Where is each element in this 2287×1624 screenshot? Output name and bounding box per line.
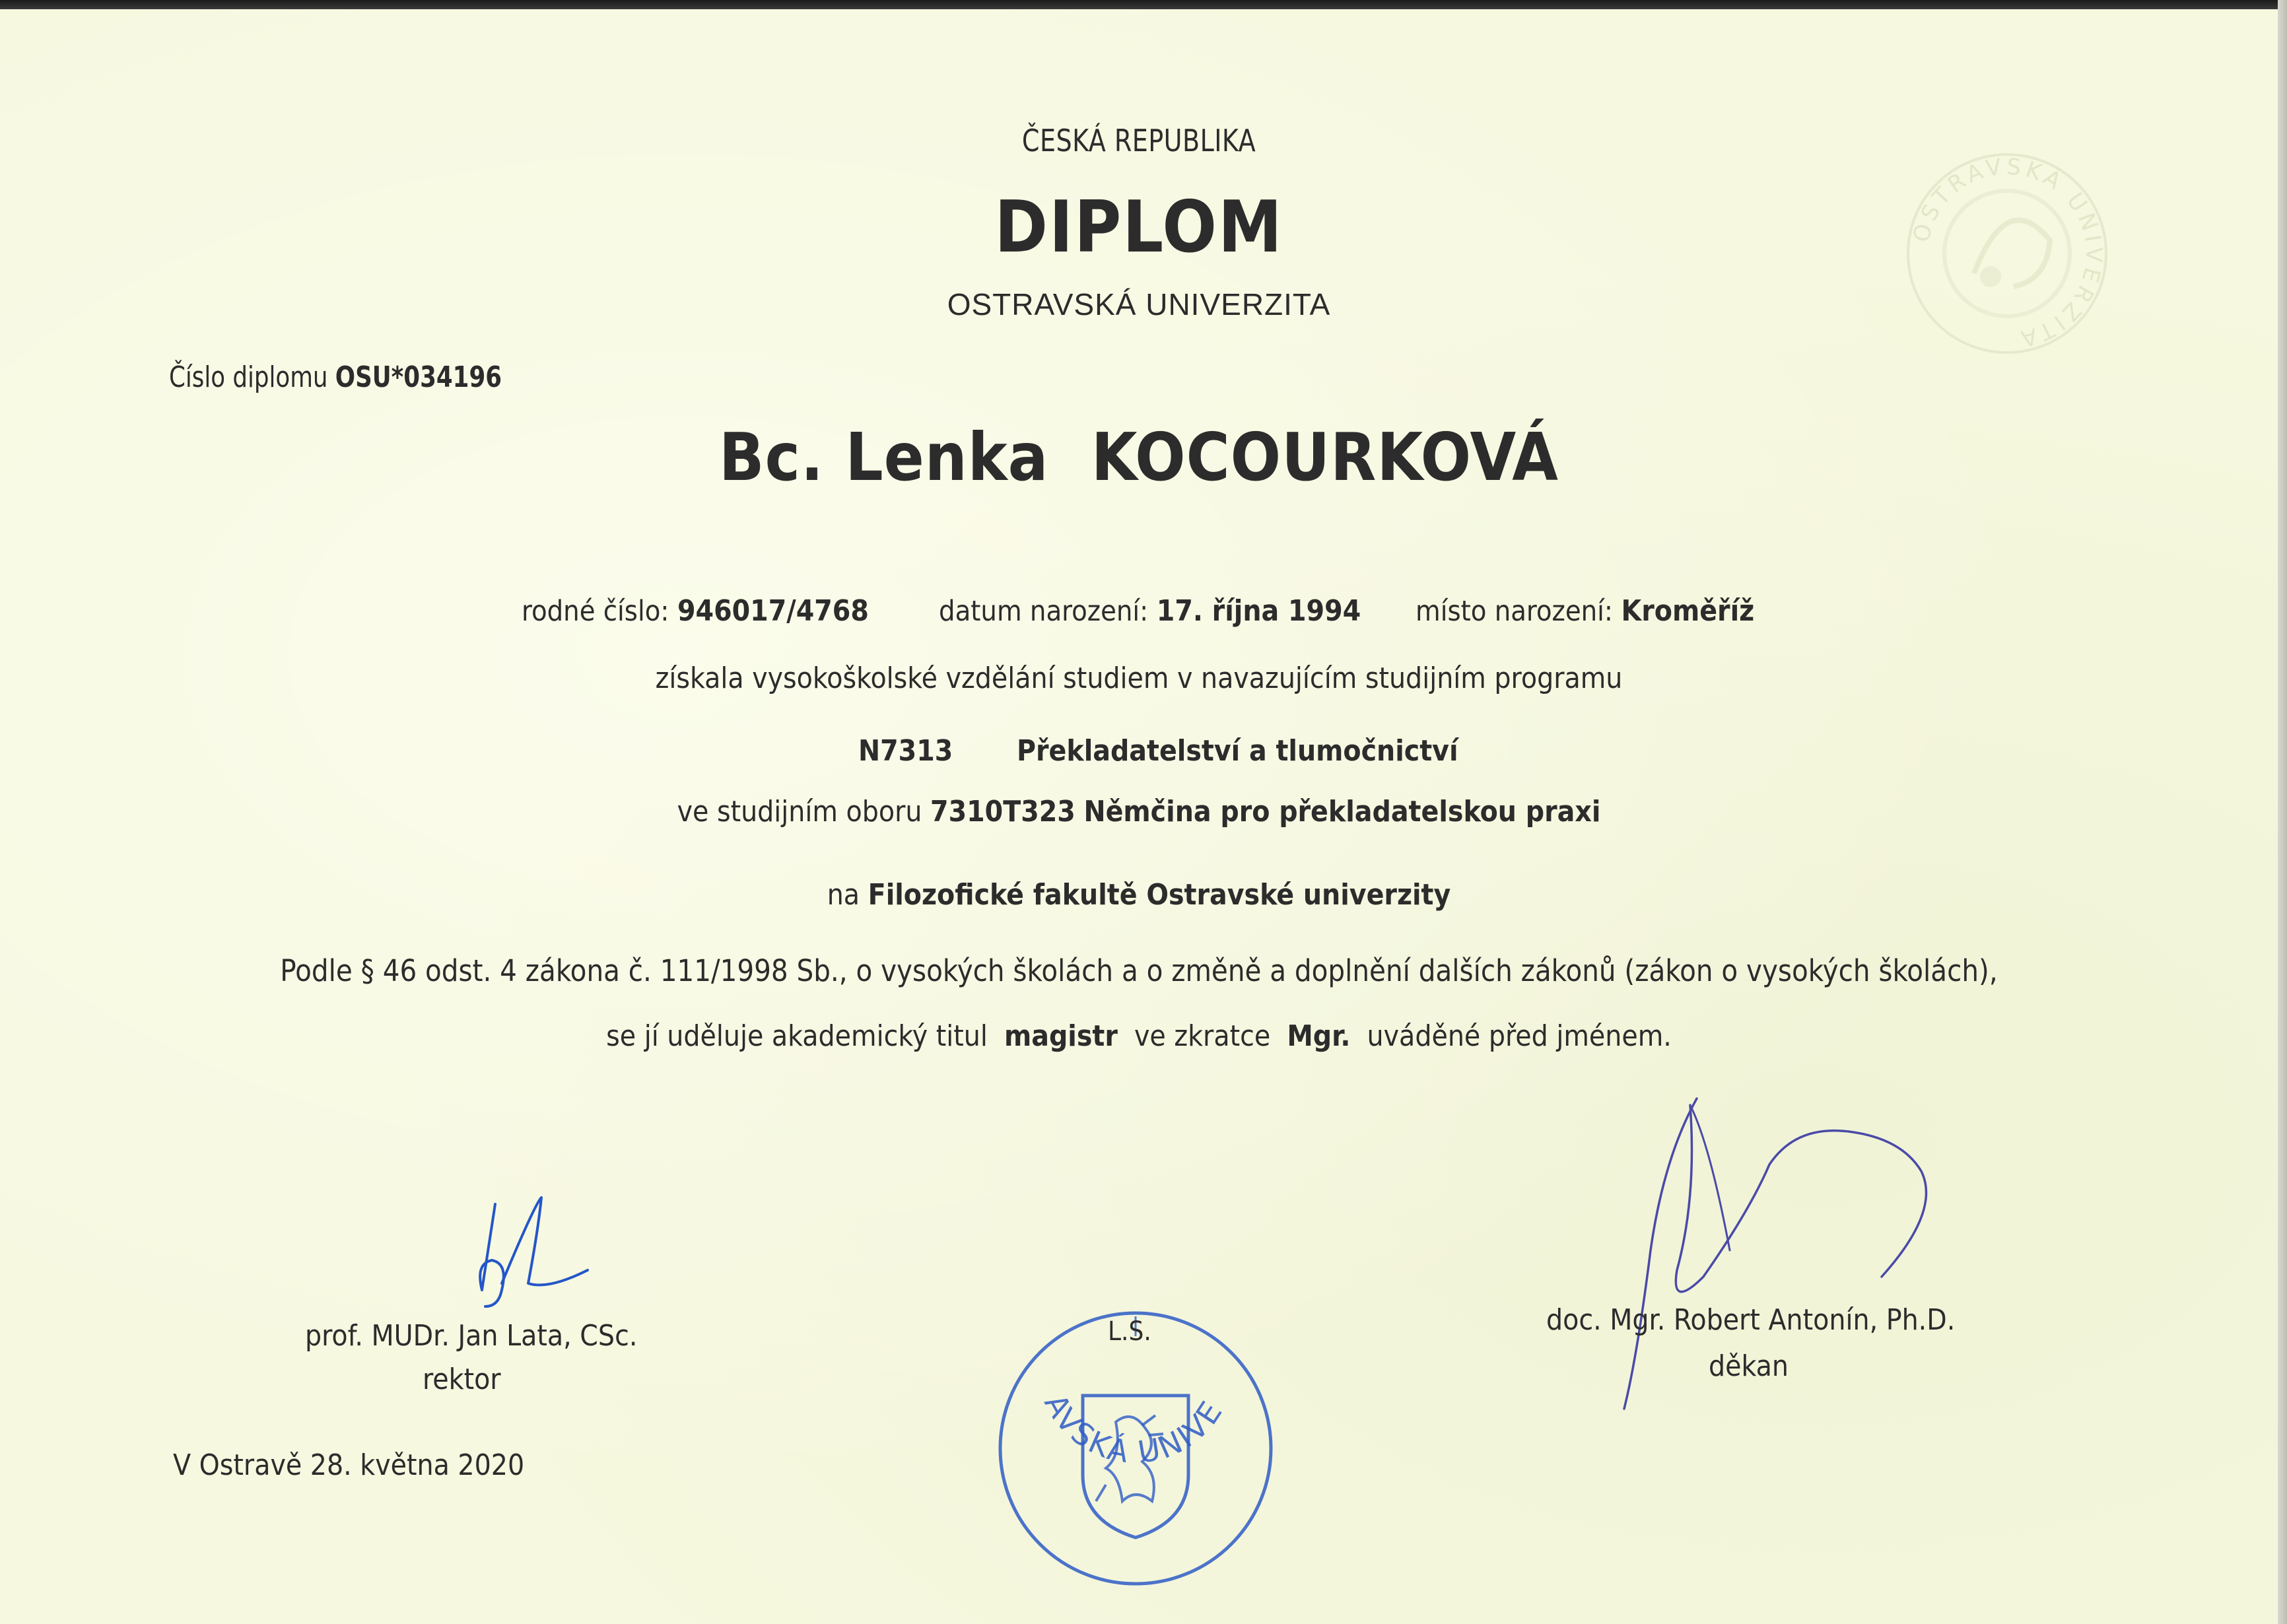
place-and-date: V Ostravě 28. května 2020 bbox=[173, 1448, 525, 1482]
birth-number-field bbox=[522, 594, 869, 628]
birth-date: 17. října 1994 bbox=[1156, 594, 1361, 628]
diploma-number-label: Číslo diplomu bbox=[169, 360, 328, 394]
emboss-text: OSTRAVSKÁ UNIVERZITA bbox=[1907, 153, 2107, 353]
birth-place: Kroměříž bbox=[1621, 594, 1755, 628]
program-name: Překladatelství a tlumočnictví bbox=[1017, 734, 1458, 768]
stamp-text: OSTRAVSKÁ UNIVERZITA bbox=[977, 1275, 1231, 1471]
official-stamp bbox=[977, 1275, 1281, 1594]
faculty-prefix: na bbox=[827, 878, 860, 912]
diploma-number-line bbox=[169, 360, 502, 394]
degree-title: magistr bbox=[1004, 1019, 1118, 1053]
faculty-line bbox=[0, 878, 2278, 912]
birth-number-label: rodné číslo: bbox=[522, 595, 669, 628]
svg-text:OSTRAVSKÁ UNIVERZITA bbox=[977, 1275, 1230, 1470]
dean-name: doc. Mgr. Robert Antonín, Ph.D. bbox=[1546, 1303, 1956, 1337]
birth-place-field bbox=[1416, 594, 1754, 628]
diploma-title: DIPLOM bbox=[994, 186, 1283, 269]
field-line bbox=[0, 795, 2278, 829]
rector-role: rektor bbox=[423, 1363, 501, 1396]
degree-suffix: uváděné před jménem. bbox=[1367, 1019, 1672, 1053]
birth-date-label: datum narození: bbox=[939, 595, 1149, 628]
university-name: OSTRAVSKÁ UNIVERZITA bbox=[947, 287, 1331, 321]
abbrev-label: ve zkratce bbox=[1134, 1019, 1271, 1053]
country-heading: ČESKÁ REPUBLIKA bbox=[1021, 123, 1256, 158]
birth-date-field bbox=[939, 594, 1361, 628]
field-label: ve studijním oboru bbox=[677, 795, 922, 829]
scan-top-edge bbox=[0, 0, 2287, 9]
degree-line bbox=[0, 1019, 2278, 1053]
rector-name: prof. MUDr. Jan Lata, CSc. bbox=[305, 1319, 638, 1353]
law-text: Podle § 46 odst. 4 zákona č. 111/1998 Sb., o vysokých školách a o změně a doplnění dalších zákonů (zákon o vysokých školách), bbox=[280, 953, 1998, 988]
faculty-name: Filozofické fakultě Ostravské univerzity bbox=[868, 878, 1451, 912]
birth-number: 946017/4768 bbox=[677, 594, 869, 628]
dean-role: děkan bbox=[1709, 1349, 1789, 1383]
birth-place-label: místo narození: bbox=[1416, 595, 1613, 628]
diploma-sheet bbox=[0, 9, 2278, 1624]
field-code: 7310T323 bbox=[930, 795, 1075, 829]
degree-abbrev: Mgr. bbox=[1287, 1019, 1351, 1053]
holder-name: Bc. Lenka KOCOURKOVÁ bbox=[719, 419, 1559, 496]
program-intro: získala vysokoškolské vzdělání studiem v navazujícím studijním programu bbox=[655, 661, 1623, 695]
rector-signature bbox=[456, 1191, 614, 1323]
field-name: Němčina pro překladatelskou praxi bbox=[1083, 795, 1601, 829]
scan-right-edge bbox=[2278, 0, 2287, 1624]
degree-prefix: se jí uděluje akademický titul bbox=[606, 1019, 988, 1053]
diploma-number: OSU*034196 bbox=[335, 360, 502, 394]
program-code: N7313 bbox=[858, 734, 953, 768]
seal-ls: L.S. bbox=[1108, 1316, 1151, 1347]
